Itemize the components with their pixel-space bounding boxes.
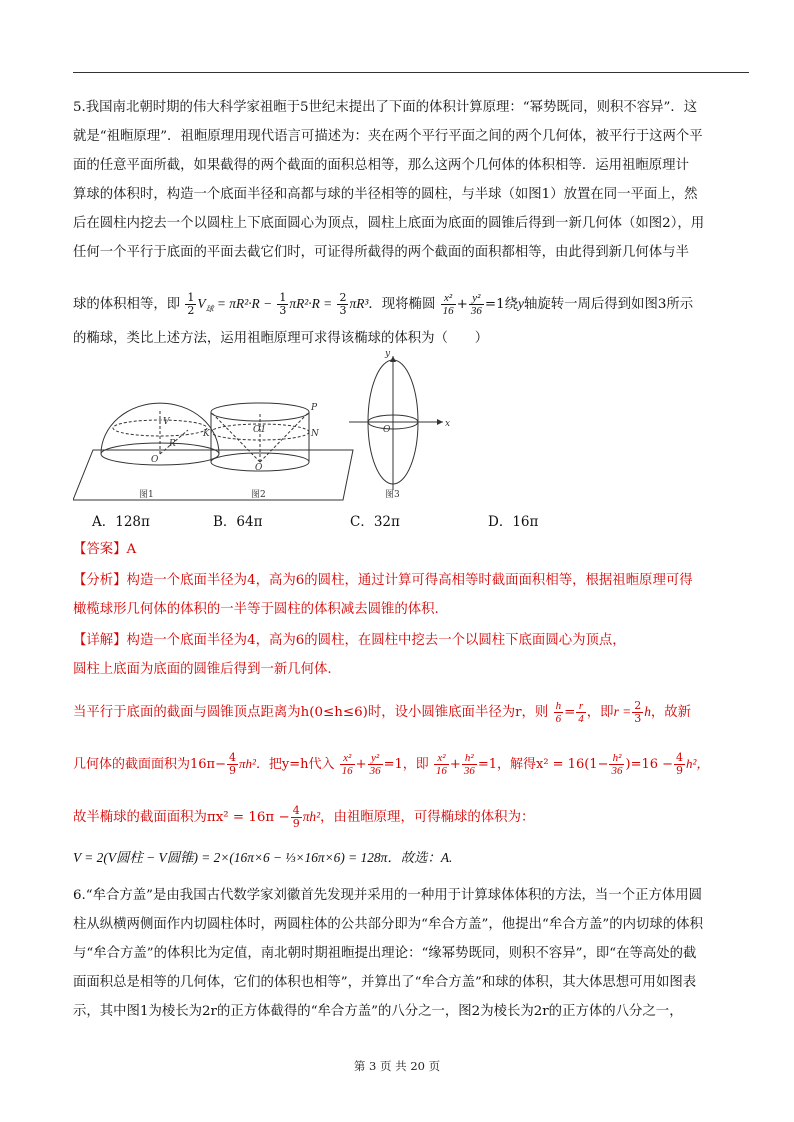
q6-line-1: 6.“牟合方盖”是由我国古代数学家刘徽首先发现并采用的一种用于计算球体体积的方法，当一个正方体用圆 [73,888,703,903]
pi-h2-b: πh² [302,809,321,824]
detail-5a: 故半椭球的截面面积为πx² = 16π − [73,810,290,825]
frac-x2-16-c: $\frac{\text{x²}}{16}$ [435,752,447,777]
frac-two-thirds: $\frac{2}{3}$ [339,291,347,317]
r-equals: r = [613,704,632,719]
frac-one-half: $\frac{1}{2}$ [187,291,195,317]
formula-cone: πR²·R = [289,296,333,311]
q5-line7-text-c: =1绕 [484,297,518,312]
header-rule [73,72,749,73]
q5-line7-text-b: ．现将椭圆 [368,297,436,312]
detail-line-1: 【详解】构造一个底面半径为4，高为6的圆柱，在圆柱中挖去一个以圆柱下底面圆心为顶点， [73,633,626,648]
detail-line-4: 几何体的截面面积为16π− $\frac{4}{9}$ πh²．把y=h代入 $\frac{\text{x²}}{16}$ + $\frac{\text{y²}}{36}$ =1，即 $\frac{\text{x²}}{16}$ + $\frac{\text{h²}}{36}$ =1，解得x² = 16(1− $\frac{\text{h²}}{36}$ )=16 − $\frac{4}{9}$ h²， [73,751,710,777]
detail-4b: 把y=h代入 [268,757,335,772]
analysis-line-2: 橄榄球形几何体的体积的一半等于圆柱的体积减去圆锥的体积. [73,602,439,617]
fig1-caption: 图1 [139,490,154,500]
q5-line-3: 面的任意平面所截，如果截得的两个截面的面积总相等，那么这两个几何体的体积相等．运用祖暅原理计 [73,158,689,173]
q5-line-7: 球的体积相等，即 $\frac{1}{2}$ $V_球 = \pi R^2\cdot R$ − $\frac{1}{3}$ πR²·R = $\frac{2}{3}$ πR³．现将椭圆 $\frac{\text{x²}}{16}$ + $\frac{\text{y²}}{36}$ =1绕y轴旋转一周后得到如图3所示 [73,291,694,317]
frac-h-6: $\frac{h}{6}$ [555,700,562,725]
detail-4d: ，解得x² = 16 [496,757,585,772]
detail-4e: =16 − [630,757,674,772]
q5-line7-text-d: 轴旋转一周后得到如图3所示 [523,297,694,312]
detail-line-5 [73,805,753,830]
svg-text:N: N [311,429,319,439]
q5-line-4: 算球的体积时，构造一个底面半径和高都与球的半径相等的圆柱，与半球（如图1）放置在同一平面上，然 [73,187,698,202]
frac-h2-36-b: $\frac{\text{h²}}{36}$ [611,752,623,777]
svg-text:O: O [255,463,263,473]
option-a[interactable]: A．128π [92,514,150,530]
frac-r-4: $\frac{r}{4}$ [578,700,584,725]
frac-y2-36-b: $\frac{\text{y²}}{36}$ [369,752,381,777]
svg-text:R: R [169,439,176,449]
q5-line7-text-a: 球的体积相等，即 [73,297,181,312]
var-y: y [517,296,524,311]
frac-4-9-b: $\frac{4}{9}$ [676,751,684,777]
q6-line-4: 面面积总是相等的几何体，它们的体积也相等”，并算出了“牟合方盖”和球的体积，其大体思想可用如图表 [73,975,697,990]
svg-text:V: V [163,417,170,427]
q6-line-2: 柱从纵横两侧面作内切圆柱体时，两圆柱体的公共部分即为“牟合方盖”，他提出“牟合方盖”的内切球的体积 [73,917,703,932]
q6-line-3: 与“牟合方盖”的体积比为定值，南北朝时期祖暅提出理论：“缘幂势既同，则积不容异”，即“在等高处的截 [73,946,697,961]
frac-4-9: $\frac{4}{9}$ [228,751,236,777]
fig2-caption: 图2 [251,490,266,500]
frac-y2-36: $\frac{\text{y²}}{36}$ [470,292,482,317]
frac-2-3: $\frac{2}{3}$ [634,699,642,725]
detail-5b: ，由祖暅原理，可得椭球的体积为： [320,810,535,825]
var-h: h [644,704,651,719]
answer-label: 【答案】A [73,542,137,557]
detail-4c: ，即 [402,757,429,772]
q5-line-1: 5.我国南北朝时期的伟大科学家祖暅于5世纪末提出了下面的体积计算原理：“幂势既同，则积不容异”．这 [73,100,698,115]
svg-text:O: O [383,425,391,435]
detail-4a: 几何体的截面面积为16π− [73,757,226,772]
formula-result: πR³ [349,296,369,311]
option-d[interactable]: D．16π [488,514,539,530]
q5-line-5: 后在圆柱内挖去一个以圆柱上下底面圆心为顶点，圆柱上底面为底面的圆锥后得到一新几何体（如图2），用 [73,216,705,231]
svg-text:P: P [311,403,318,413]
h2-end: h²， [686,756,710,771]
option-c[interactable]: C．32π [350,514,400,530]
plane-shape [73,450,353,500]
frac-h2-36: $\frac{\text{h²}}{36}$ [463,752,475,777]
pi-h2: πh²． [238,756,269,771]
q6-line-5: 示，其中图1为棱长为2r的正方体截得的“牟合方盖”的八分之一，图2为棱长为2r的正方体的八分之一， [73,1004,683,1019]
option-b[interactable]: B．64π [213,514,263,530]
detail-3c: ，故新 [650,705,692,720]
analysis-line-1: 【分析】构造一个底面半径为4，高为6的圆柱，通过计算可得高相等时截面面积相等，根据祖暅原理可得 [73,573,693,588]
detail-line-2: 圆柱上底面为底面的圆锥后得到一新几何体. [73,662,332,677]
frac-x2-16: $\frac{\text{x²}}{16}$ [442,292,454,317]
page-footer: 第 3 页 共 20 页 [353,1059,441,1073]
frac-one-third: $\frac{1}{3}$ [279,291,287,317]
svg-text:K: K [203,429,210,439]
volume-formula: V = 2(V圆柱 − V圆锥) = 2×(16π×6 − ⅓×16π×6) = 128π．故选：A. [73,850,453,865]
svg-text:O: O [151,455,159,465]
svg-text:x: x [445,419,451,429]
detail-3a: 当平行于底面的截面与圆锥顶点距离为h(0≤h≤6)时，设小圆锥底面半径为r，则 [73,705,549,720]
svg-text:y: y [385,350,391,359]
detail-line-6 [73,849,753,868]
detail-line-3: 当平行于底面的截面与圆锥顶点距离为h(0≤h≤6)时，设小圆锥底面半径为r，则 $\frac{h}{6}$ = $\frac{r}{4}$ ，即r = $\frac{2}{3}$ h，故新 [73,699,692,725]
svg-text:O1: O1 [253,425,267,435]
fig3-caption: 图3 [385,490,400,500]
figure-2-cylinder [202,403,320,473]
q5-line-6: 任何一个平行于底面的平面去截它们时，可证得所截得的两个截面的面积都相等，由此得到新几何体与半 [73,245,689,260]
detail-3b: ，即 [586,705,614,720]
figure-3-ellipsoid [349,350,450,490]
formula-hemisphere: $V_球 = \pi R^2\cdot R$ − [197,296,273,314]
frac-4-9-c: $\frac{4}{9}$ [292,804,300,830]
figure-group [73,350,493,506]
q5-line-2: 就是“祖暅原理”．祖暅原理用现代语言可描述为：夹在两个平行平面之间的两个几何体，被平行于这两个平 [73,129,703,144]
figure-1-hemisphere [101,403,219,465]
frac-x2-16-b: $\frac{\text{x²}}{16}$ [341,752,353,777]
q5-line-8: 的椭球，类比上述方法，运用祖暅原理可求得该椭球的体积为（ ） [73,331,489,346]
